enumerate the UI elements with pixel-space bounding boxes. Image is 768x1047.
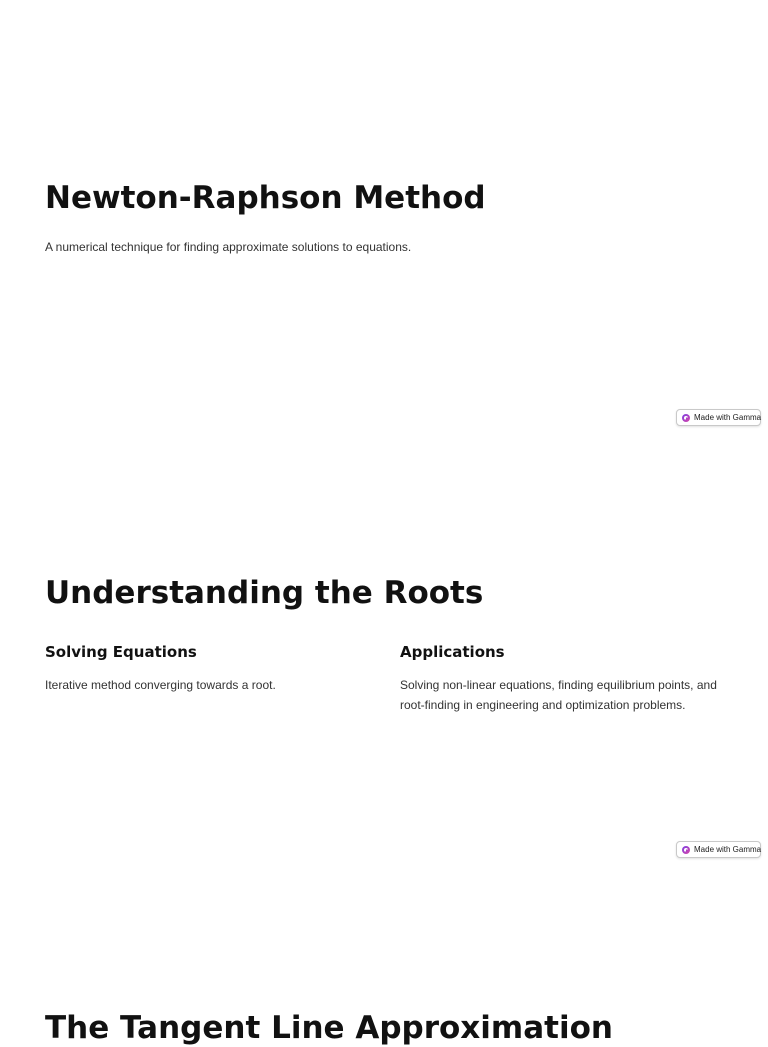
column-text-applications: Solving non-linear equations, finding equilibrium points, and root-finding in engineering and optimization problems. <box>400 678 717 712</box>
gamma-logo-icon <box>682 846 690 854</box>
slide1-title: Newton-Raphson Method <box>45 180 486 216</box>
slide3-title: The Tangent Line Approximation <box>45 1010 613 1046</box>
gamma-logo-icon <box>682 414 690 422</box>
made-with-gamma-badge[interactable] <box>676 409 761 426</box>
gamma-badge-label: Made with Gamma <box>694 845 762 854</box>
column-text-solving-equations: Iterative method converging towards a root. <box>45 678 276 692</box>
made-with-gamma-badge[interactable] <box>676 841 761 858</box>
column-heading-solving-equations: Solving Equations <box>45 643 197 661</box>
slide1-subtitle: A numerical technique for finding approximate solutions to equations. <box>45 240 412 254</box>
column-heading-applications: Applications <box>400 643 505 661</box>
gamma-badge-label: Made with Gamma <box>694 413 762 422</box>
slide2-title: Understanding the Roots <box>45 575 484 611</box>
